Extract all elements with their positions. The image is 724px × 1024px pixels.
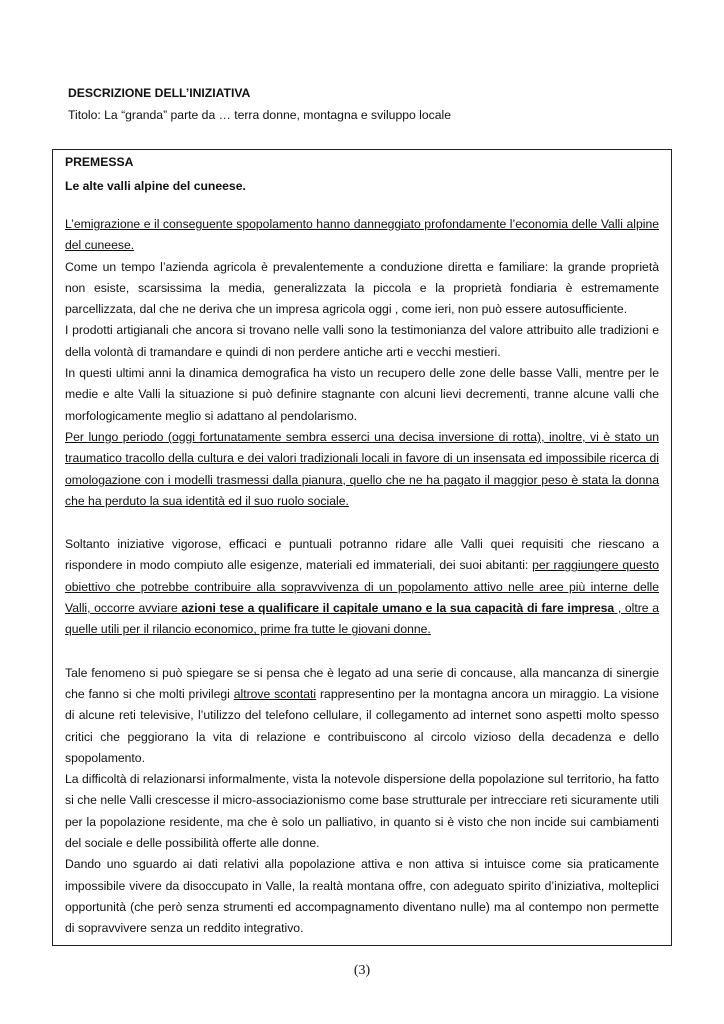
underlined-text: Per lungo periodo (oggi fortunatamente sembra esserci una decisa inversione di rotta), inoltre, vi è stato un traumatico tracollo della cultura e dei valori tradizionali locali in favore di un insensata ed impossibile ricerca di omologazione con i modelli trasmessi dalla pianura, quello che ne ha pagato il maggior peso è stata la donna che ha perduto la sua identità ed il suo ruolo sociale. — [65, 429, 659, 508]
underlined-text: altrove scontati — [233, 686, 317, 701]
text-span: Soltanto iniziative vigorose, efficaci e puntuali potranno ridare alle Valli quei requisiti che riescano a rispondere in modo compiuto alle esigenze, materiali ed immateriali, dei suoi abitanti: — [65, 537, 659, 573]
underlined-text: , oltre a quelle utili per il rilancio economico, prime fra tutte le giovani donne. — [65, 601, 659, 637]
premessa-box — [52, 149, 672, 946]
page-number: (3) — [353, 963, 371, 978]
underlined-text: L’emigrazione e il conseguente spopolamento hanno danneggiato profondamente l’economia delle Valli alpine del cuneese. — [65, 217, 659, 253]
paragraph — [65, 534, 659, 640]
text-span: rappresentino per la montagna ancora un miraggio. La visione di alcune reti televisive, l’utilizzo del telefono cellulare, il collegamento ad internet sono aspetti molto spesso critici che peggiorano la vita di relazione e contribuiscono al circolo vizioso della decadenza e dello spopolamento. — [65, 686, 659, 765]
paragraph — [65, 214, 659, 257]
initiative-title: Titolo: La “granda” parte da … terra donne, montagna e sviluppo locale — [68, 108, 452, 122]
underlined-text: per raggiungere questo obiettivo che potrebbe contribuire alla sopravvivenza di un popolamento attivo nelle aree più interne delle Valli, occorre avviare — [65, 558, 659, 616]
paragraph: Come un tempo l’azienda agricola è prevalentemente a conduzione diretta e familiare: la grande proprietà non esiste, scarsissima la media, generalizzata la piccola e la proprietà fondiaria è estremamente parcellizzata, dal che ne deriva che un impresa agricola oggi , come ieri, non può essere autosufficiente. — [65, 259, 659, 317]
paragraph: I prodotti artigianali che ancora si trovano nelle valli sono la testimonianza del valore attribuito alle tradizioni e della volontà di tramandare e quindi di non perdere antiche arti e vecchi mestieri. — [65, 323, 659, 359]
premessa-heading: PREMESSA — [65, 155, 134, 169]
premessa-subheading: Le alte valli alpine del cuneese. — [65, 179, 246, 193]
paragraph: La difficoltà di relazionarsi informalmente, vista la notevole dispersione della popolazione sul territorio, ha fatto si che nelle Valli crescesse il micro-associazionismo come base strutturale per intrecciare reti sicuramente utili per la popolazione residente, ma che è solo un palliativo, in quanto si è visto che non incide sui cambiamenti del sociale e delle possibilità offerte alle donne. — [65, 772, 659, 851]
paragraph: In questi ultimi anni la dinamica demografica ha visto un recupero delle zone delle basse Valli, mentre per le medie e alte Valli la situazione si può definire stagnante con alcuni lievi decrementi, tranne alcune valli che morfologicamente meglio si adattano al pendolarismo. — [65, 366, 659, 423]
document-header — [68, 82, 668, 126]
paragraph: Dando uno sguardo ai dati relativi alla popolazione attiva e non attiva si intuisce come sia praticamente impossibile vivere da disoccupato in Valle, la realtà montana offre, con adeguato spirito d’iniziativa, molteplici opportunità (che però senza strumenti ed accompagnamento diventano nulle) ma al contempo non permette di sopravvivere senza un reddito integrativo. — [65, 857, 659, 936]
paragraph — [65, 427, 659, 512]
text-span: Tale fenomeno si può spiegare se si pensa che è legato ad una serie di concause, alla mancanza di sinergie che fanno si che molti privilegi — [65, 665, 659, 701]
section-title: DESCRIZIONE DELL’INIZIATIVA — [68, 86, 251, 100]
bold-underlined-text: azioni tese a qualificare il capitale umano e la sua capacità di fare impresa — [181, 601, 615, 616]
paragraph — [65, 663, 659, 769]
